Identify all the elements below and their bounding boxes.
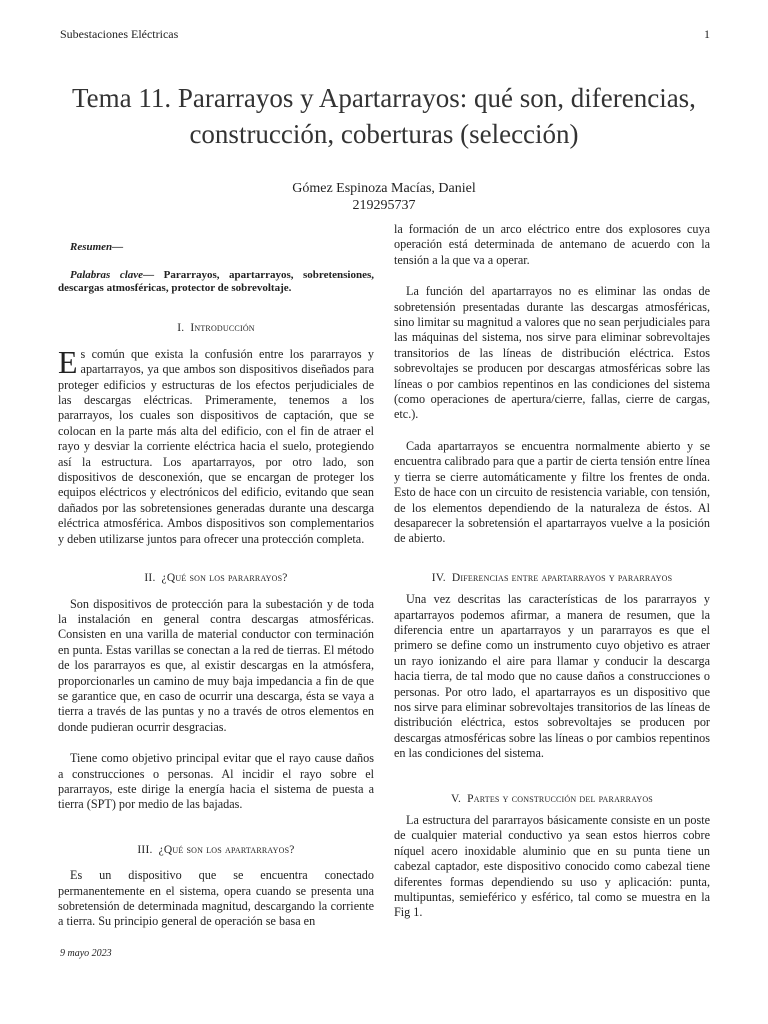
section-number: IV. [431,571,446,584]
section-number: III. [137,843,153,856]
section-heading-2 [58,571,374,586]
page-number: 1 [704,27,710,41]
apartarrayos-paragraph-1-continued: la formación de un arco eléctrico entre dos explosores cuya operación está determinada de antemano de acuerdo con la tensión a la que va a operar. [394,222,710,267]
section-title: Partes y construcción del pararrayos [467,792,653,805]
footer-date: 9 mayo 2023 [60,948,112,959]
author-name: Gómez Espinoza Macías, Daniel [292,181,476,196]
section-title: ¿Qué son los pararrayos? [161,572,288,585]
abstract-label: Resumen— [70,241,124,253]
keywords-label: Palabras clave— [70,269,155,282]
author-block [60,180,708,214]
author-id: 219295737 [352,198,416,213]
section-title: Diferencias entre apartarrayos y pararrayos [451,571,673,584]
drop-cap: E [58,343,78,380]
intro-text: s común que exista la confusión entre los pararrayos y apartarrayos, ya que ambos son dispositivos diseñados para proteger edificios y estructuras de los efectos perjudiciales de las descargas eléctricas. Primeramente, tenemos a los pararrayos, los cuales son dispositivos de captación, que se colocan en la parte más alta del edificio, con el fin de atraer el rayo y desviar la corriente eléctrica hacia el suelo, protegiendo así la estructura. Los apartarrayos, por otro lado, son dispositivos de desconexión, que se encargan de proteger los equipos eléctricos y electrónicos del edificio, evitando que sean dañados por las sobretensiones generadas durante una descarga eléctrica atmosférica. Ambos dispositivos son complementarios y deben utilizarse juntos para ofrecer una protección completa. [58,346,374,546]
section-number: V. [451,792,462,805]
keywords-text: Pararrayos, apartarrayos, sobretensiones, descargas atmosféricas, protector de sobrevoltaje. [58,269,375,295]
section-heading-4 [394,571,710,586]
apartarrayos-paragraph-1: Es un dispositivo que se encuentra conectado permanentemente en el sistema, opera cuando se presenta una sobretensión de determinada magnitud, descargando la corriente a tierra. Su principio general de operación se basa en [58,868,374,929]
section-number: II. [144,572,156,585]
pararrayos-paragraph-1: Son dispositivos de protección para la subestación y de toda la instalación en general contra descargas atmosféricas. Consisten en una varilla de material conductor con terminación en punta. Estas varillas se conectan a la red de tierras. El método de los pararrayos es que, al existir descargas en la atmósfera, proporcionarles un camino de muy baja impedancia a fin de que se garantice que, en caso de ocurrir una descarga, ésta se vaya a tierra a través de las puntas y no a través de otros elementos en donde pudieran ocurrir desgracias. [58,596,374,734]
running-header-title: Subestaciones Eléctricas [60,27,179,41]
construccion-paragraph: La estructura del pararrayos básicamente consiste en un poste de cualquier material conductivo ya sean estos hierros cobre níquel acero inoxidable aluminio que en su punta tiene un cabezal captador, este dispositivo conocido como cabezal tiene diferentes formas dependiendo su uso y aplicación: punta, multipuntas, semieférico y esférico, tal como se muestra en la Fig 1. [394,813,710,920]
pararrayos-paragraph-2: Tiene como objetivo principal evitar que el rayo cause daños a construcciones o personas. Al incidir el rayo sobre el pararrayos, este dirige la energía hacia el sistema de puesta a tierra (SPT) por medio de las bajadas. [58,751,374,812]
section-title: Introducción [190,322,255,335]
section-heading-3 [58,843,374,858]
intro-paragraph [58,343,374,547]
keywords [58,269,374,295]
section-number: I. [177,322,185,335]
paper-title: Tema 11. Pararrayos y Apartarrayos: qué son, diferencias, construcción, coberturas (selección) [72,83,696,149]
section-title: ¿Qué son los apartarrayos? [158,843,295,856]
left-column [58,240,374,930]
diferencias-paragraph: Una vez descritas las características de los pararrayos y apartarrayos podemos afirmar, a manera de resumen, que la diferencia entre un apartarrayos y un pararrayos es que el primero se define como un instrumento cuyo objetivo es atraer un rayo ionizando el aire para llamar y conducir la descarga hacia tierra, de tal modo que no cause daños a construcciones o personas. Por otro lado, el apartarrayos es un dispositivo que nos sirve para eliminar sobrevoltajes transitorios de las líneas de distribución eléctrica, estos sobrevoltajes se producen por descargas atmosféricas sobre las líneas o por cambios repentinos en las condiciones del sistema. [394,592,710,761]
section-heading-1 [58,321,374,336]
apartarrayos-paragraph-2: La función del apartarrayos no es eliminar las ondas de sobretensión presentadas durante las descargas atmosféricas, sino limitar su magnitud a valores que no sean perjudiciales para las máquinas del sistema, nos sirve para eliminar sobrevoltajes transitorios de las líneas de distribución eléctrica. Estos sobrevoltajes se producen por descargas atmosféricas sobre las líneas o por cambios repentinos en las condiciones del sistema (como operaciones de apertura/cierre, fallas, cierre de cargas, etc.). [394,284,710,422]
section-heading-5 [394,792,710,807]
right-column [394,222,710,921]
apartarrayos-paragraph-3: Cada apartarrayos se encuentra normalmente abierto y se encuentra calibrado para que a partir de cierta tensión entre línea y tierra se cierre automáticamente y filtre los frentes de onda. Esto de hace con un circuito de resistencia variable, con tensión, de los elementos dependiendo de la naturaleza de éstos. Al desaparecer la sobretensión el apartarrayos vuelve a la posición de abierto. [394,438,710,546]
